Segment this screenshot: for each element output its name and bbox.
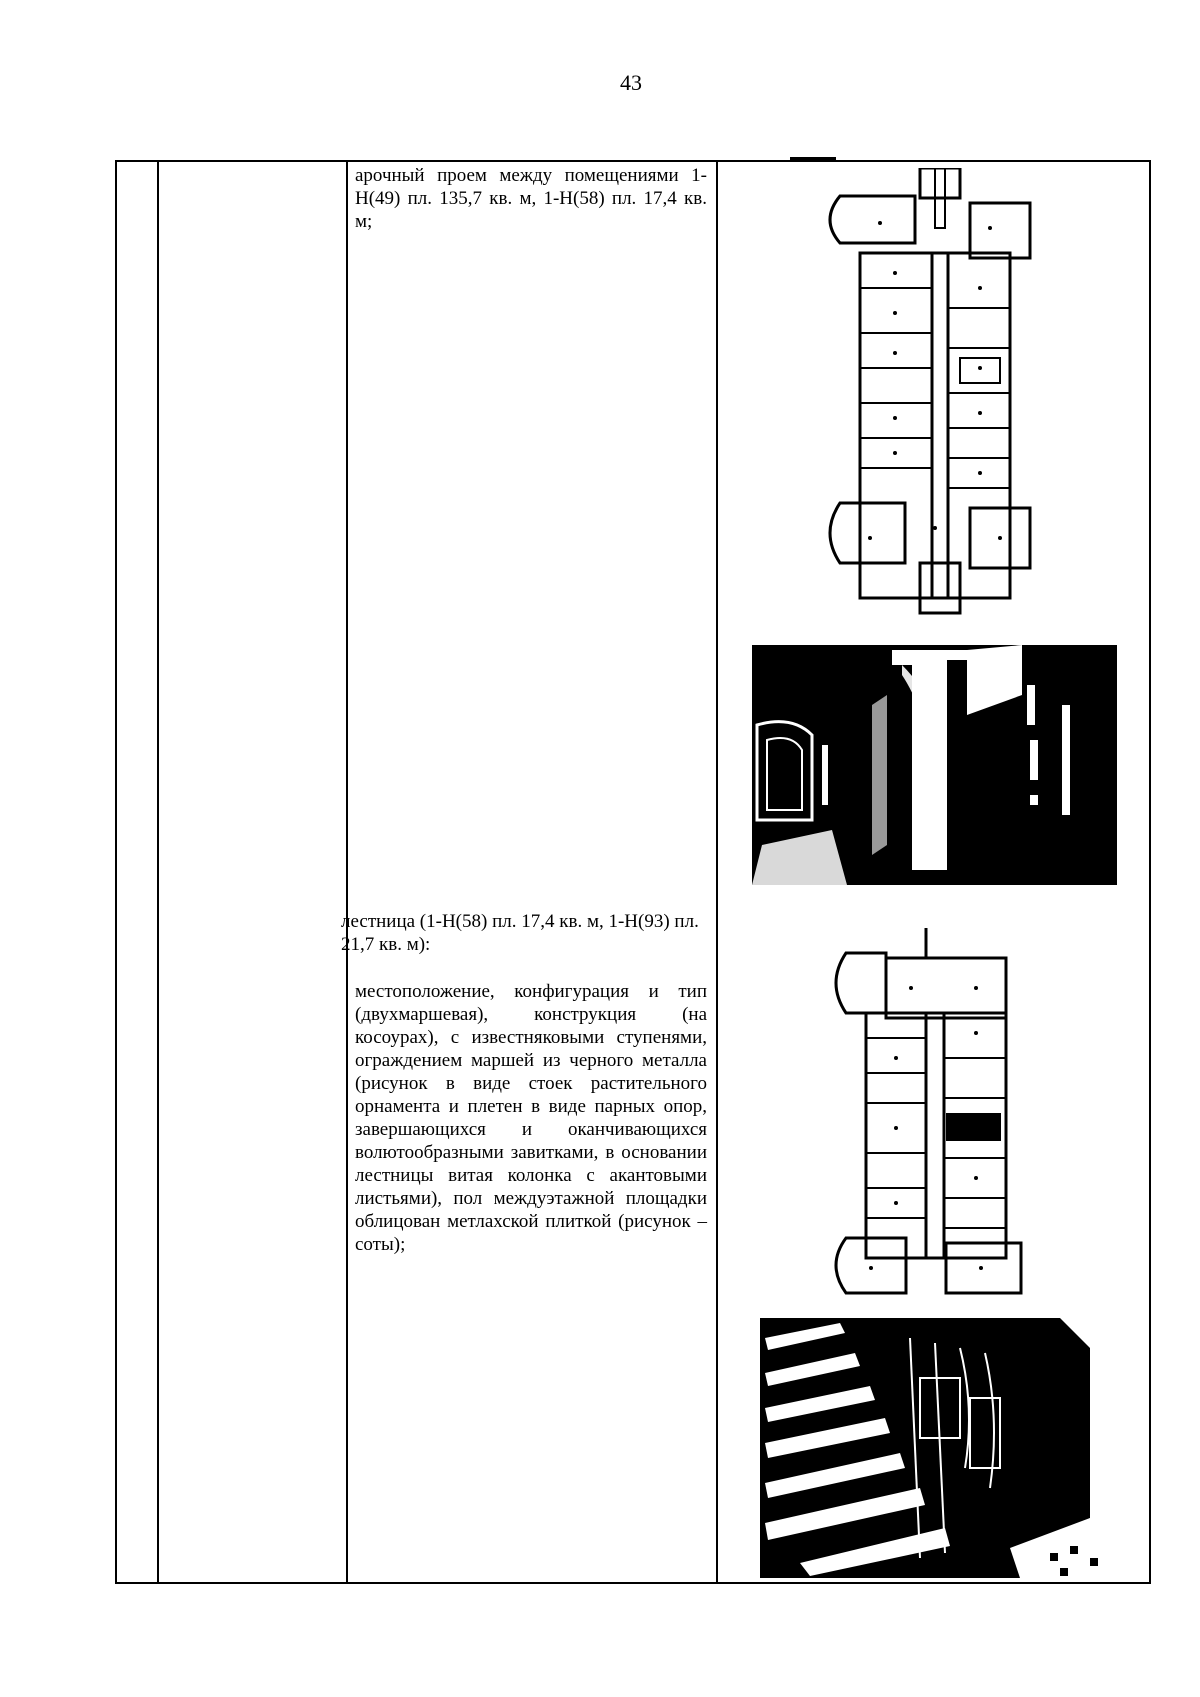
row-description: местоположение, конфигурация и тип (двухмаршевая), конструкция (на косоурах), с известняковыми ступенями, ограждением маршей из черного металла (рисунок в виде стоек растительного орнамента и плетен в виде парных опор, завершающихся и оканчивающихся волютообразными завитками, в основании лестницы витая колонка с акантовыми листьями), пол междуэтажной площадки облицован метлахской плиткой (рисунок – соты); bbox=[355, 981, 707, 1255]
photo-icon bbox=[760, 1318, 1110, 1578]
row-title: лестница (1-Н(58) пл. 17,4 кв. м, 1-Н(93) пл. 21,7 кв. м): bbox=[341, 911, 699, 955]
photo-icon bbox=[752, 645, 1117, 885]
column-divider bbox=[157, 162, 159, 1582]
floor-plan-icon bbox=[826, 908, 1036, 1303]
page-number: 43 bbox=[620, 70, 642, 95]
column-divider bbox=[716, 162, 718, 1582]
floor-plan-icon bbox=[820, 168, 1035, 623]
column-divider bbox=[346, 162, 348, 1582]
row-description: арочный проем между помещениями 1-Н(49) пл. 135,7 кв. м, 1-Н(58) пл. 17,4 кв. м; bbox=[355, 165, 707, 232]
